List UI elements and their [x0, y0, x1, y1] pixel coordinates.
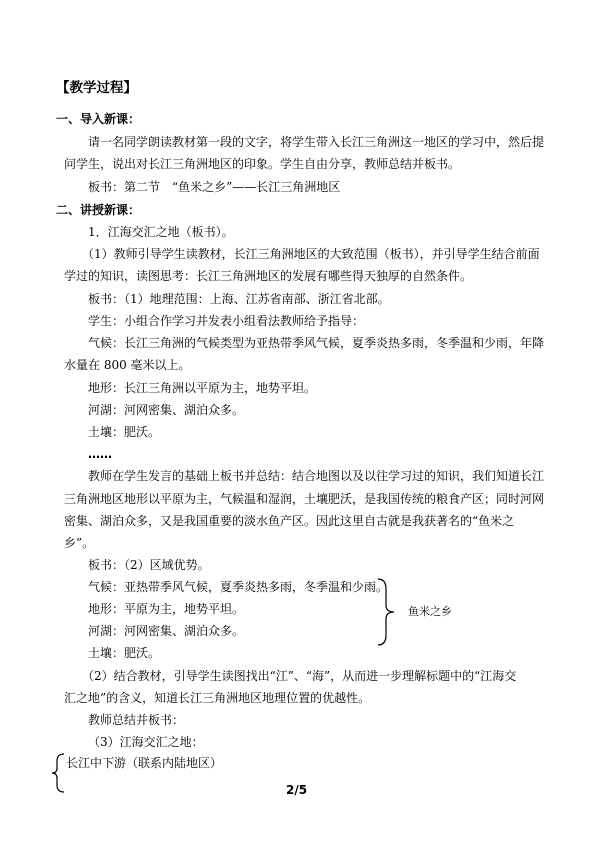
right-brace	[376, 577, 400, 647]
paragraph-line: 密集、湖泊众多，又是我国重要的淡水鱼产区。因此这里自古就是我获著名的“鱼米之	[64, 514, 515, 528]
board-text: 板书：（1）地理范围：上海、江苏省南部、浙江省北部。	[88, 292, 390, 306]
paragraph-line: 请一名同学朗读教材第一段的文字，将学生带入长江三角洲这一地区的学习中，然后提	[88, 135, 545, 149]
paragraph-line: 气候：长江三角洲的气候类型为亚热带季风气候，夏季炎热多雨，冬季温和少雨，年降	[88, 336, 545, 350]
paragraph-line: 三角洲地区地形以平原为主，气候温和湿润，土壤肥沃，是我国传统的粮食产区；同时河网	[64, 492, 545, 506]
paragraph-line: 问学生，说出对长江三角洲地区的印象。学生自由分享，教师总结并板书。	[64, 157, 461, 171]
paragraph-line: 汇之地”的含义，知道长江三角洲地区地理位置的优越性。	[64, 691, 371, 705]
advantage-soil: 土壤：肥沃。	[88, 646, 161, 660]
section-2-title: 二、讲授新课：	[56, 203, 141, 217]
paragraph-line: 教师在学生发言的基础上板书并总结：结合地图以及以往学习过的知识，我们知道长江	[88, 469, 545, 483]
paragraph-line: 地形：长江三角洲以平原为主，地势平坦。	[88, 381, 317, 395]
advantage-climate: 气候：亚热带季风气候，夏季炎热多雨，冬季温和少雨。	[88, 580, 389, 594]
ellipsis: ……	[88, 447, 112, 461]
advantage-terrain: 地形：平原为主，地势平坦。	[88, 602, 245, 616]
advantage-rivers: 河湖：河网密集、湖泊众多。	[88, 624, 245, 638]
left-brace	[50, 752, 66, 794]
board-text: 板书：第二节 “鱼米之乡”——长江三角洲地区	[88, 180, 341, 194]
paragraph-line: 土壤：肥沃。	[88, 425, 161, 439]
paragraph-line: 河湖：河网密集、湖泊众多。	[88, 403, 245, 417]
page-number: 2/5	[286, 783, 308, 797]
section-1-title: 一、导入新课：	[56, 112, 141, 126]
paragraph-line: （2）结合教材，引导学生读图找出“江”、“海”，从而进一步理解标题中的“江海交	[82, 669, 517, 683]
paragraph-line: （1）教师引导学生读教材，长江三角洲地区的大致范围（板书），并引导学生结合前面	[82, 247, 540, 261]
board-text: 板书：（2）区域优势。	[88, 558, 210, 572]
paragraph-line: 学生：小组合作学习并发表小组看法教师给予指导：	[88, 314, 365, 328]
paragraph-line: 教师总结并板书：	[88, 713, 185, 727]
paragraph-line: 长江中下游（联系内陆地区）	[66, 756, 223, 770]
paragraph-line: 学过的知识，读图思考：长江三角洲地区的发展有哪些得天独厚的自然条件。	[64, 269, 473, 283]
brace-label: 鱼米之乡	[408, 605, 452, 618]
section-heading: 【教学过程】	[56, 80, 137, 96]
list-item: （3）江海交汇之地：	[88, 735, 204, 749]
paragraph-line: 水量在 800 毫米以上。	[64, 358, 191, 372]
paragraph-line: 乡”。	[64, 536, 95, 550]
list-item: 1．江海交汇之地（板书）。	[88, 225, 234, 239]
